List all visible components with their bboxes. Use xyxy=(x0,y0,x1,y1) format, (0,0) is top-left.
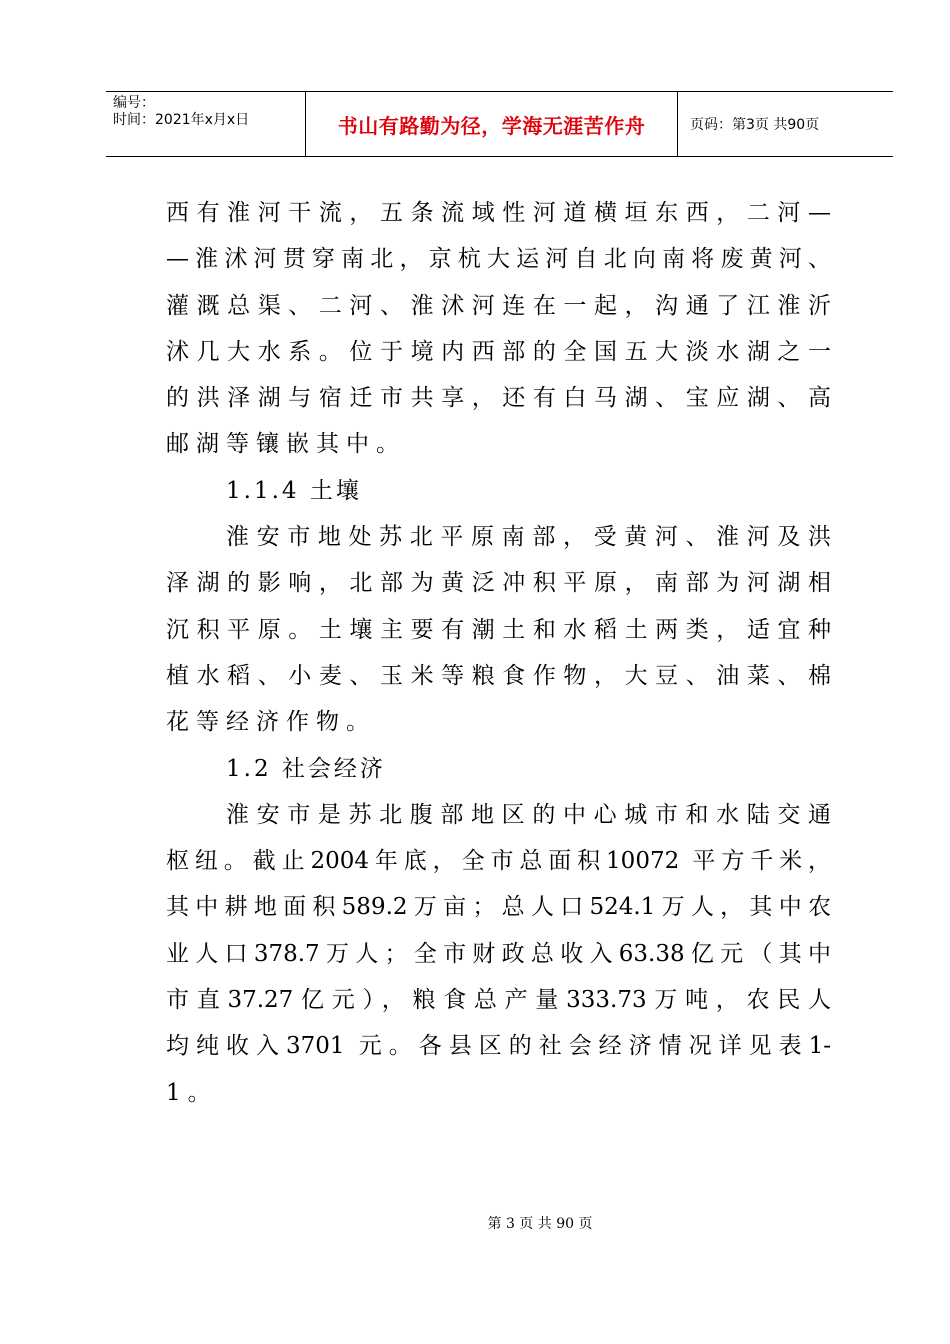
page-footer xyxy=(0,1213,950,1233)
body-line: 西有淮河干流，五条流域性河道横垣东西，二河— xyxy=(166,200,831,226)
body-line: 淮安市是苏北腹部地区的中心城市和水陆交通 xyxy=(226,801,831,828)
body-line: 植水稻、小麦、玉米等粮食作物，大豆、油菜、棉 xyxy=(166,662,831,689)
doc-number-label: 编号： xyxy=(113,95,155,111)
body-line: 市直37.27亿元），粮食总产量333.73万吨，农民人 xyxy=(166,987,831,1014)
body-line: 业人口378.7万人；全市财政总收入63.38亿元（其中 xyxy=(166,940,831,967)
footer-page-number: 第 3 页 共 90 页 xyxy=(487,1216,593,1232)
body-line: 均纯收入3701 元。各县区的社会经济情况详见表1- xyxy=(166,1033,831,1060)
header-slogan-cell xyxy=(306,92,678,156)
page-info-text: 页码：第3页 共90页 xyxy=(690,117,820,133)
header-meta xyxy=(106,92,306,156)
document-body xyxy=(166,190,831,1116)
doc-date: 时间：2021年x月x日 xyxy=(113,112,250,128)
body-line: 邮湖等镶嵌其中。 xyxy=(166,431,406,458)
body-line: 灌溉总渠、二河、淮沭河连在一起，沟通了江淮沂 xyxy=(166,292,831,319)
body-line: 淮安市地处苏北平原南部，受黄河、淮河及洪 xyxy=(226,524,831,551)
body-line: 花等经济作物。 xyxy=(166,709,376,736)
page-header xyxy=(106,91,893,157)
body-line: 其中耕地面积589.2万亩；总人口524.1万人，其中农 xyxy=(166,894,831,921)
section-heading-economy: 1.2 社会经济 xyxy=(226,755,386,782)
slogan-text: 书山有路勤为径，学海无涯苦作舟 xyxy=(337,113,646,138)
body-line: —淮沭河贯穿南北，京杭大运河自北向南将废黄河、 xyxy=(166,246,831,273)
body-line: 沉积平原。土壤主要有潮土和水稻土两类，适宜种 xyxy=(166,616,831,643)
body-line: 1。 xyxy=(166,1079,218,1106)
body-line: 泽湖的影响，北部为黄泛冲积平原，南部为河湖相 xyxy=(166,570,831,597)
body-line: 沭几大水系。位于境内西部的全国五大淡水湖之一 xyxy=(166,338,831,365)
section-heading-soil: 1.1.4 土壤 xyxy=(226,477,362,504)
body-line: 枢纽。截止2004年底，全市总面积10072 平方千米， xyxy=(166,848,831,875)
body-line: 的洪泽湖与宿迁市共享，还有白马湖、宝应湖、高 xyxy=(166,385,831,412)
header-page-info xyxy=(678,92,893,156)
